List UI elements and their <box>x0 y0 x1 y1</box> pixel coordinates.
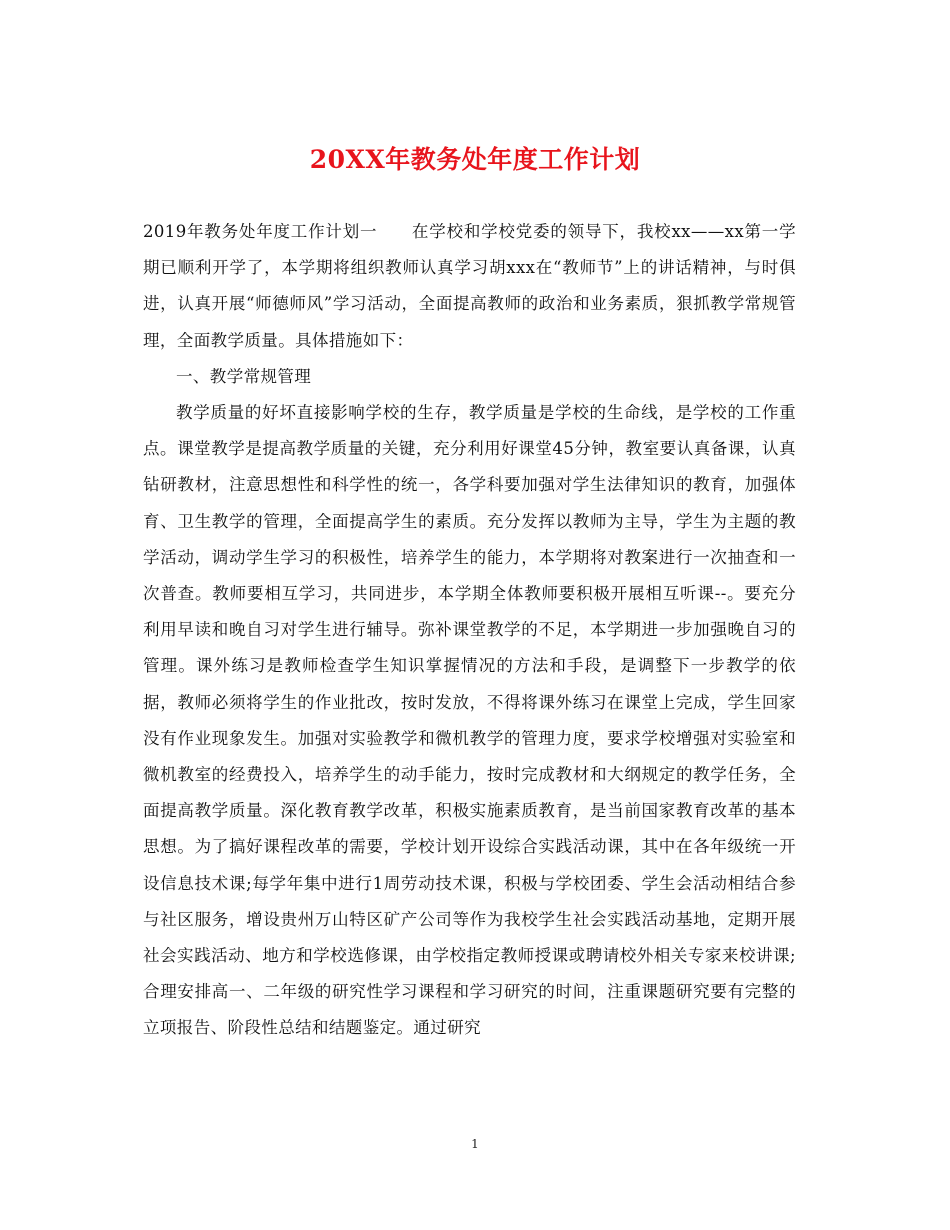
page-number: 1 <box>471 1137 479 1151</box>
document-title: 20XX年教务处年度工作计划 <box>309 145 641 174</box>
intro-paragraph: 2019年教务处年度工作计划一 在学校和学校党委的领导下，我校xx——xx第一学期已顺利开学了，本学期将组织教师认真学习胡xxx在“教师节”上的讲话精神，与时俱进，认真开展“师德师风”学习活动，全面提高教师的政治和业务素质，狠抓教学常规管理，全面教学质量。具体措施如下： <box>143 222 796 350</box>
section-heading: 一、教学常规管理 <box>176 366 312 386</box>
body-paragraph: 教学质量的好坏直接影响学校的生存，教学质量是学校的生命线，是学校的工作重点。课堂教学是提高教学质量的关键，充分利用好课堂45分钟，教室要认真备课，认真钻研教材，注意思想性和科学性的统一，各学科要加强对学生法律知识的教育，加强体育、卫生教学的管理，全面提高学生的素质。充分发挥以教师为主导，学生为主题的教学活动，调动学生学习的积极性，培养学生的能力，本学期将对教案进行一次抽查和一次普查。教师要相互学习，共同进步，本学期全体教师要积极开展相互听课--。要充分利用早读和晚自习对学生进行辅导。弥补课堂教学的不足，本学期进一步加强晚自习的管理。课外练习是教师检查学生知识掌握情况的方法和手段，是调整下一步教学的依据，教师必须将学生的作业批改，按时发放，不得将课外练习在课堂上完成，学生回家没有作业现象发生。加强对实验教学和微机教学的管理力度，要求学校增强对实验室和微机教室的经费投入，培养学生的动手能力，按时完成教材和大纲规定的教学任务，全面提高教学质量。深化教育教学改革，积极实施素质教育，是当前国家教育改革的基本思想。为了搞好课程改革的需要，学校计划开设综合实践活动课，其中在各年级统一开设信息技术课;每学年集中进行1周劳动技术课，积极与学校团委、学生会活动相结合参与社区服务，增设贵州万山特区矿产公司等作为我校学生社会实践活动基地，定期开展社会实践活动、地方和学校选修课，由学校指定教师授课或聘请校外相关专家来校讲课;合理安排高一、二年级的研究性学习课程和学习研究的时间，注重课题研究要有完整的立项报告、阶段性总结和结题鉴定。通过研究 <box>143 403 796 1038</box>
document-body <box>143 214 796 1047</box>
